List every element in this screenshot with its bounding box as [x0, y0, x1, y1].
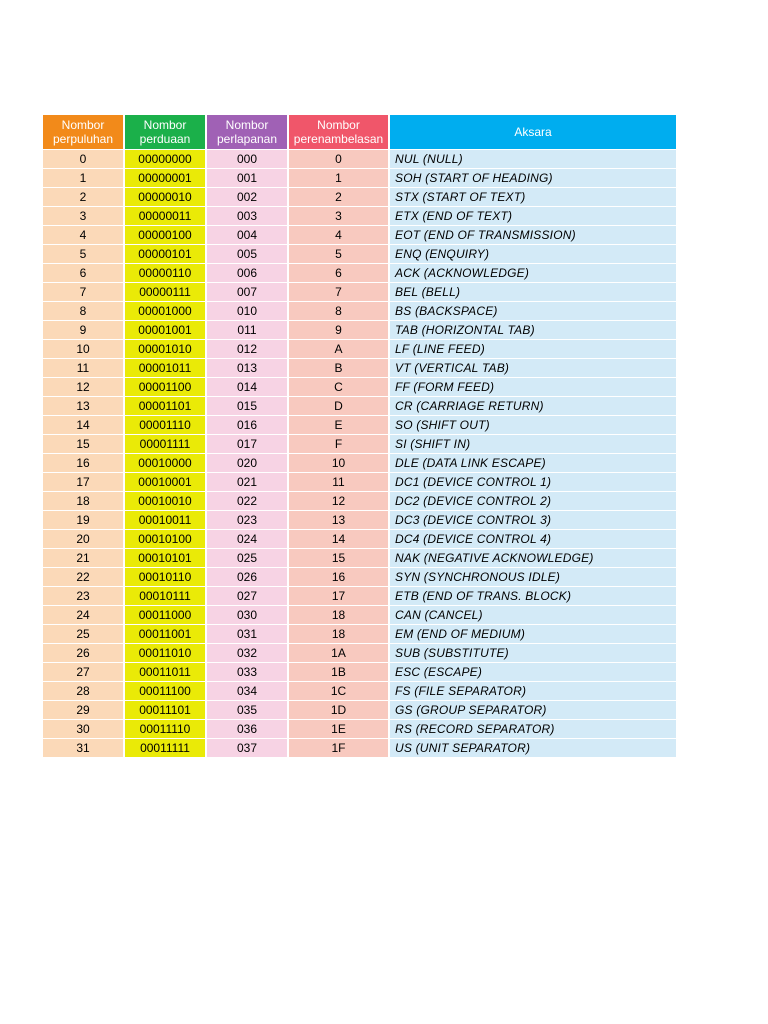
table-row [43, 321, 676, 339]
cell-hex: 1F [289, 739, 388, 757]
table-row [43, 701, 676, 719]
cell-octal: 006 [207, 264, 287, 282]
cell-decimal: 22 [43, 568, 123, 586]
cell-decimal: 7 [43, 283, 123, 301]
table-row [43, 207, 676, 225]
table-row [43, 587, 676, 605]
cell-decimal: 6 [43, 264, 123, 282]
cell-char: ETX (END OF TEXT) [390, 207, 676, 225]
cell-binary: 00000111 [125, 283, 205, 301]
table-row [43, 416, 676, 434]
cell-decimal: 2 [43, 188, 123, 206]
cell-binary: 00001001 [125, 321, 205, 339]
cell-char: US (UNIT SEPARATOR) [390, 739, 676, 757]
cell-binary: 00001010 [125, 340, 205, 358]
cell-char: RS (RECORD SEPARATOR) [390, 720, 676, 738]
table-row [43, 492, 676, 510]
cell-octal: 032 [207, 644, 287, 662]
cell-binary: 00000110 [125, 264, 205, 282]
cell-char: STX (START OF TEXT) [390, 188, 676, 206]
table-row [43, 663, 676, 681]
cell-char: LF (LINE FEED) [390, 340, 676, 358]
cell-hex: 18 [289, 625, 388, 643]
cell-decimal: 23 [43, 587, 123, 605]
cell-hex: 18 [289, 606, 388, 624]
cell-binary: 00001111 [125, 435, 205, 453]
cell-binary: 00000101 [125, 245, 205, 263]
cell-hex: 0 [289, 150, 388, 168]
cell-char: BEL (BELL) [390, 283, 676, 301]
cell-hex: 4 [289, 226, 388, 244]
cell-binary: 00011111 [125, 739, 205, 757]
cell-char: VT (VERTICAL TAB) [390, 359, 676, 377]
cell-binary: 00011010 [125, 644, 205, 662]
table-row [43, 226, 676, 244]
cell-char: SOH (START OF HEADING) [390, 169, 676, 187]
cell-binary: 00011101 [125, 701, 205, 719]
cell-octal: 011 [207, 321, 287, 339]
cell-decimal: 27 [43, 663, 123, 681]
cell-binary: 00001100 [125, 378, 205, 396]
cell-hex: 1C [289, 682, 388, 700]
cell-hex: 6 [289, 264, 388, 282]
ascii-table [41, 114, 678, 758]
cell-hex: 12 [289, 492, 388, 510]
table-row [43, 549, 676, 567]
cell-octal: 035 [207, 701, 287, 719]
cell-char: ACK (ACKNOWLEDGE) [390, 264, 676, 282]
cell-char: EM (END OF MEDIUM) [390, 625, 676, 643]
cell-decimal: 1 [43, 169, 123, 187]
cell-octal: 016 [207, 416, 287, 434]
cell-octal: 024 [207, 530, 287, 548]
cell-octal: 017 [207, 435, 287, 453]
cell-decimal: 26 [43, 644, 123, 662]
cell-char: TAB (HORIZONTAL TAB) [390, 321, 676, 339]
cell-octal: 022 [207, 492, 287, 510]
cell-char: SI (SHIFT IN) [390, 435, 676, 453]
table-row [43, 720, 676, 738]
cell-binary: 00001101 [125, 397, 205, 415]
cell-hex: B [289, 359, 388, 377]
cell-decimal: 13 [43, 397, 123, 415]
cell-decimal: 9 [43, 321, 123, 339]
cell-binary: 00010100 [125, 530, 205, 548]
table-row [43, 454, 676, 472]
header-binary: Nombor perduaan [125, 115, 205, 149]
header-char: Aksara [390, 115, 676, 149]
cell-char: CR (CARRIAGE RETURN) [390, 397, 676, 415]
cell-char: DC2 (DEVICE CONTROL 2) [390, 492, 676, 510]
table-row [43, 302, 676, 320]
table-row [43, 188, 676, 206]
cell-decimal: 19 [43, 511, 123, 529]
cell-binary: 00000000 [125, 150, 205, 168]
table-row [43, 169, 676, 187]
cell-decimal: 18 [43, 492, 123, 510]
table-row [43, 606, 676, 624]
header-hex: Nombor perenambelasan [289, 115, 388, 149]
cell-binary: 00010010 [125, 492, 205, 510]
cell-octal: 030 [207, 606, 287, 624]
cell-binary: 00011000 [125, 606, 205, 624]
cell-hex: 17 [289, 587, 388, 605]
cell-octal: 004 [207, 226, 287, 244]
cell-char: DC1 (DEVICE CONTROL 1) [390, 473, 676, 491]
cell-binary: 00010111 [125, 587, 205, 605]
table-row [43, 245, 676, 263]
cell-hex: 13 [289, 511, 388, 529]
cell-hex: 15 [289, 549, 388, 567]
cell-decimal: 16 [43, 454, 123, 472]
table-row [43, 264, 676, 282]
cell-char: ETB (END OF TRANS. BLOCK) [390, 587, 676, 605]
cell-char: GS (GROUP SEPARATOR) [390, 701, 676, 719]
cell-binary: 00010001 [125, 473, 205, 491]
cell-hex: 8 [289, 302, 388, 320]
cell-decimal: 21 [43, 549, 123, 567]
cell-hex: 3 [289, 207, 388, 225]
cell-decimal: 3 [43, 207, 123, 225]
cell-binary: 00011011 [125, 663, 205, 681]
table-row [43, 625, 676, 643]
cell-hex: F [289, 435, 388, 453]
cell-octal: 027 [207, 587, 287, 605]
cell-decimal: 25 [43, 625, 123, 643]
cell-binary: 00010011 [125, 511, 205, 529]
table-row [43, 511, 676, 529]
cell-char: BS (BACKSPACE) [390, 302, 676, 320]
table-row [43, 340, 676, 358]
cell-hex: A [289, 340, 388, 358]
cell-decimal: 11 [43, 359, 123, 377]
cell-octal: 025 [207, 549, 287, 567]
table-row [43, 682, 676, 700]
cell-char: DLE (DATA LINK ESCAPE) [390, 454, 676, 472]
cell-hex: 9 [289, 321, 388, 339]
cell-decimal: 14 [43, 416, 123, 434]
cell-decimal: 4 [43, 226, 123, 244]
header-row [43, 115, 676, 149]
table-row [43, 150, 676, 168]
cell-char: EOT (END OF TRANSMISSION) [390, 226, 676, 244]
cell-char: ENQ (ENQUIRY) [390, 245, 676, 263]
cell-octal: 002 [207, 188, 287, 206]
cell-hex: C [289, 378, 388, 396]
cell-hex: D [289, 397, 388, 415]
cell-hex: 5 [289, 245, 388, 263]
cell-binary: 00001000 [125, 302, 205, 320]
cell-octal: 001 [207, 169, 287, 187]
cell-hex: 1 [289, 169, 388, 187]
cell-binary: 00000100 [125, 226, 205, 244]
cell-hex: 1E [289, 720, 388, 738]
cell-char: FF (FORM FEED) [390, 378, 676, 396]
cell-octal: 033 [207, 663, 287, 681]
cell-binary: 00000011 [125, 207, 205, 225]
cell-decimal: 20 [43, 530, 123, 548]
cell-hex: 1D [289, 701, 388, 719]
cell-hex: 14 [289, 530, 388, 548]
table-row [43, 359, 676, 377]
table-row [43, 435, 676, 453]
cell-char: DC4 (DEVICE CONTROL 4) [390, 530, 676, 548]
cell-octal: 013 [207, 359, 287, 377]
cell-decimal: 8 [43, 302, 123, 320]
cell-hex: E [289, 416, 388, 434]
cell-char: SYN (SYNCHRONOUS IDLE) [390, 568, 676, 586]
cell-octal: 023 [207, 511, 287, 529]
cell-binary: 00010110 [125, 568, 205, 586]
cell-hex: 7 [289, 283, 388, 301]
cell-decimal: 10 [43, 340, 123, 358]
cell-hex: 2 [289, 188, 388, 206]
cell-binary: 00000001 [125, 169, 205, 187]
cell-octal: 031 [207, 625, 287, 643]
cell-hex: 16 [289, 568, 388, 586]
cell-decimal: 31 [43, 739, 123, 757]
cell-char: FS (FILE SEPARATOR) [390, 682, 676, 700]
cell-hex: 1B [289, 663, 388, 681]
cell-octal: 034 [207, 682, 287, 700]
cell-decimal: 12 [43, 378, 123, 396]
cell-binary: 00011110 [125, 720, 205, 738]
cell-octal: 010 [207, 302, 287, 320]
cell-decimal: 15 [43, 435, 123, 453]
header-decimal: Nombor perpuluhan [43, 115, 123, 149]
cell-decimal: 24 [43, 606, 123, 624]
cell-decimal: 30 [43, 720, 123, 738]
table-row [43, 644, 676, 662]
table-row [43, 739, 676, 757]
cell-octal: 000 [207, 150, 287, 168]
cell-decimal: 17 [43, 473, 123, 491]
cell-hex: 10 [289, 454, 388, 472]
cell-char: ESC (ESCAPE) [390, 663, 676, 681]
table-row [43, 530, 676, 548]
table-body [43, 150, 676, 757]
cell-decimal: 29 [43, 701, 123, 719]
cell-char: DC3 (DEVICE CONTROL 3) [390, 511, 676, 529]
cell-binary: 00010101 [125, 549, 205, 567]
cell-char: NAK (NEGATIVE ACKNOWLEDGE) [390, 549, 676, 567]
cell-decimal: 0 [43, 150, 123, 168]
table-row [43, 473, 676, 491]
cell-octal: 007 [207, 283, 287, 301]
cell-decimal: 28 [43, 682, 123, 700]
cell-binary: 00001110 [125, 416, 205, 434]
cell-decimal: 5 [43, 245, 123, 263]
cell-binary: 00011100 [125, 682, 205, 700]
cell-binary: 00011001 [125, 625, 205, 643]
table-row [43, 568, 676, 586]
cell-octal: 012 [207, 340, 287, 358]
cell-octal: 026 [207, 568, 287, 586]
table-row [43, 283, 676, 301]
cell-hex: 1A [289, 644, 388, 662]
cell-char: SO (SHIFT OUT) [390, 416, 676, 434]
cell-hex: 11 [289, 473, 388, 491]
cell-char: NUL (NULL) [390, 150, 676, 168]
cell-binary: 00010000 [125, 454, 205, 472]
table-row [43, 397, 676, 415]
cell-char: CAN (CANCEL) [390, 606, 676, 624]
cell-octal: 014 [207, 378, 287, 396]
cell-octal: 020 [207, 454, 287, 472]
table-row [43, 378, 676, 396]
cell-octal: 037 [207, 739, 287, 757]
cell-binary: 00001011 [125, 359, 205, 377]
cell-octal: 021 [207, 473, 287, 491]
header-octal: Nombor perlapanan [207, 115, 287, 149]
cell-octal: 003 [207, 207, 287, 225]
cell-octal: 005 [207, 245, 287, 263]
cell-char: SUB (SUBSTITUTE) [390, 644, 676, 662]
cell-octal: 036 [207, 720, 287, 738]
cell-octal: 015 [207, 397, 287, 415]
cell-binary: 00000010 [125, 188, 205, 206]
